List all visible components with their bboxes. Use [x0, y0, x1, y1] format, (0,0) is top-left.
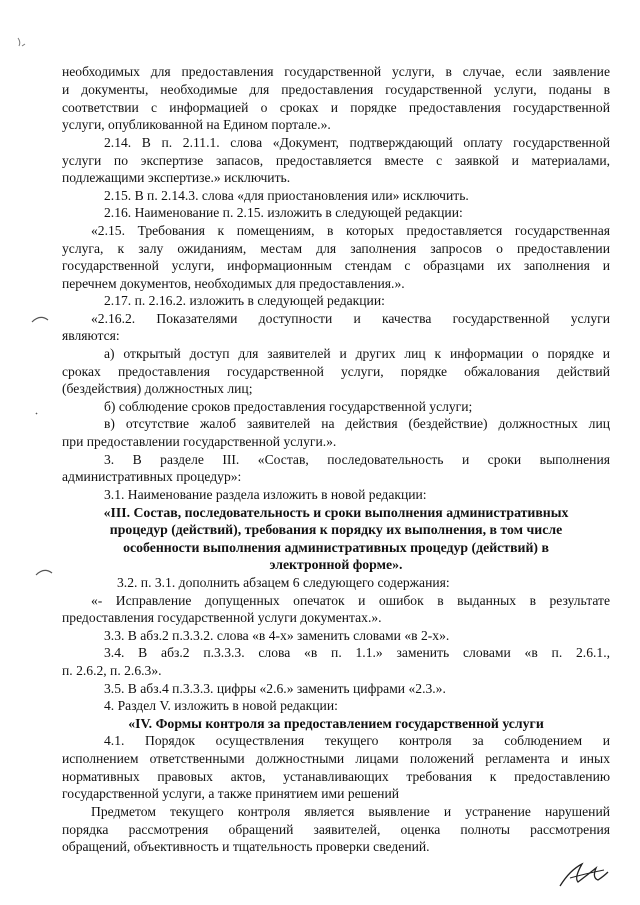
text-line: и документы, необходимые для предоставления государственной услуги, поданы в: [62, 82, 610, 97]
text-line: 4.1. Порядок осуществления текущего контроля за соблюдением и: [104, 733, 610, 748]
text-line: п. 2.6.2, п. 2.6.3».: [62, 663, 162, 678]
text-line: а) открытый доступ для заявителей и других лиц к информации о порядке и: [104, 346, 610, 361]
text-line: «2.15. Требования к помещениям, в которых предоставляется государственная: [91, 223, 610, 238]
text-line: услуги по экспертизе запасов, предоставляется вместе с заявкой и материалами,: [62, 153, 610, 168]
text-line: 2.15. В п. 2.14.3. слова «для приостановления или» исключить.: [104, 188, 469, 203]
text-line: являются:: [62, 328, 120, 343]
text-line: обращений, объективность и тщательность проверки сведений.: [62, 839, 430, 854]
text-line: 3.1. Наименование раздела изложить в новой редакции:: [104, 487, 427, 502]
text-line: 3.5. В абз.4 п.3.3.3. цифры «2.6.» заменить цифрами «2.3.».: [104, 681, 446, 696]
text-line: «2.16.2. Показателями доступности и качества государственной услуги: [91, 311, 610, 326]
text-line: соответствии с информацией о сроках и порядке предоставления государственной: [62, 100, 610, 115]
text-line: в) отсутствие жалоб заявителей на действия (бездействие) должностных лиц: [104, 416, 610, 431]
text-line: Предметом текущего контроля является выявление и устранение нарушений: [91, 804, 610, 819]
text-line: «- Исправление допущенных опечаток и ошибок в выданных в результате: [91, 593, 610, 608]
text-line: услуга, к залу ожиданиям, местам для заполнения запросов о предоставлении: [62, 241, 610, 256]
text-line: необходимых для предоставления государственной услуги, в случае, если заявление: [62, 64, 610, 79]
text-line: подлежащими экспертизе.» исключить.: [62, 170, 291, 185]
text-line: государственной услуги, информационным стендам с образцами их заполнения и: [62, 258, 610, 273]
section-heading: электронной форме».: [269, 557, 403, 572]
text-line: административных процедур»:: [62, 469, 242, 484]
text-line: порядка рассмотрения обращений заявителей, оценка полноты рассмотрения: [62, 822, 610, 837]
text-line: 2.17. п. 2.16.2. изложить в следующей редакции:: [104, 293, 385, 308]
text-line: 3.2. п. 3.1. дополнить абзацем 6 следующего содержания:: [117, 575, 450, 590]
text-line: услуги, опубликованной на Едином портале.».: [62, 117, 331, 132]
text-line: 3. В разделе III. «Состав, последовательность и сроки выполнения: [104, 452, 610, 467]
text-line: нормативных правовых актов, устанавливающих требования к предоставлению: [62, 769, 610, 784]
text-line: 2.16. Наименование п. 2.15. изложить в следующей редакции:: [104, 205, 463, 220]
signature: [560, 864, 608, 886]
text-line: предоставления государственной услуги документах.».: [62, 610, 382, 625]
text-line: 2.14. В п. 2.11.1. слова «Документ, подтверждающий оплату государственной: [104, 135, 610, 150]
text-line: при предоставлении государственной услуги.».: [62, 434, 337, 449]
section-heading: процедур (действий), требования к порядку их выполнения, в том числе: [109, 522, 563, 537]
section-heading: особенности выполнения административных процедур (действий) в: [123, 540, 549, 555]
text-line: 4. Раздел V. изложить в новой редакции:: [104, 698, 338, 713]
text-line: сроках предоставления государственной услуги, порядке обжалования действий: [62, 364, 610, 379]
section-heading: «IV. Формы контроля за предоставлением государственной услуги: [128, 716, 544, 731]
text-line: 3.3. В абз.2 п.3.3.2. слова «в 4-х» заменить словами «в 2-х».: [104, 628, 450, 643]
text-line: б) соблюдение сроков предоставления государственной услуги;: [104, 399, 473, 414]
text-line: исполнением ответственными должностными лицами положений регламента и иных: [62, 751, 610, 766]
text-line: 3.4. В абз.2 п.3.3.3. слова «в п. 1.1.» заменить словами «в п. 2.6.1.,: [104, 645, 610, 660]
text-line: (бездействия) должностных лиц;: [62, 381, 253, 396]
section-heading: «III. Состав, последовательность и сроки выполнения административных: [103, 505, 569, 520]
text-line: государственной услуги, а также принятием ими решений: [62, 786, 399, 801]
text-line: перечнем документов, необходимых для предоставления.».: [62, 276, 405, 291]
